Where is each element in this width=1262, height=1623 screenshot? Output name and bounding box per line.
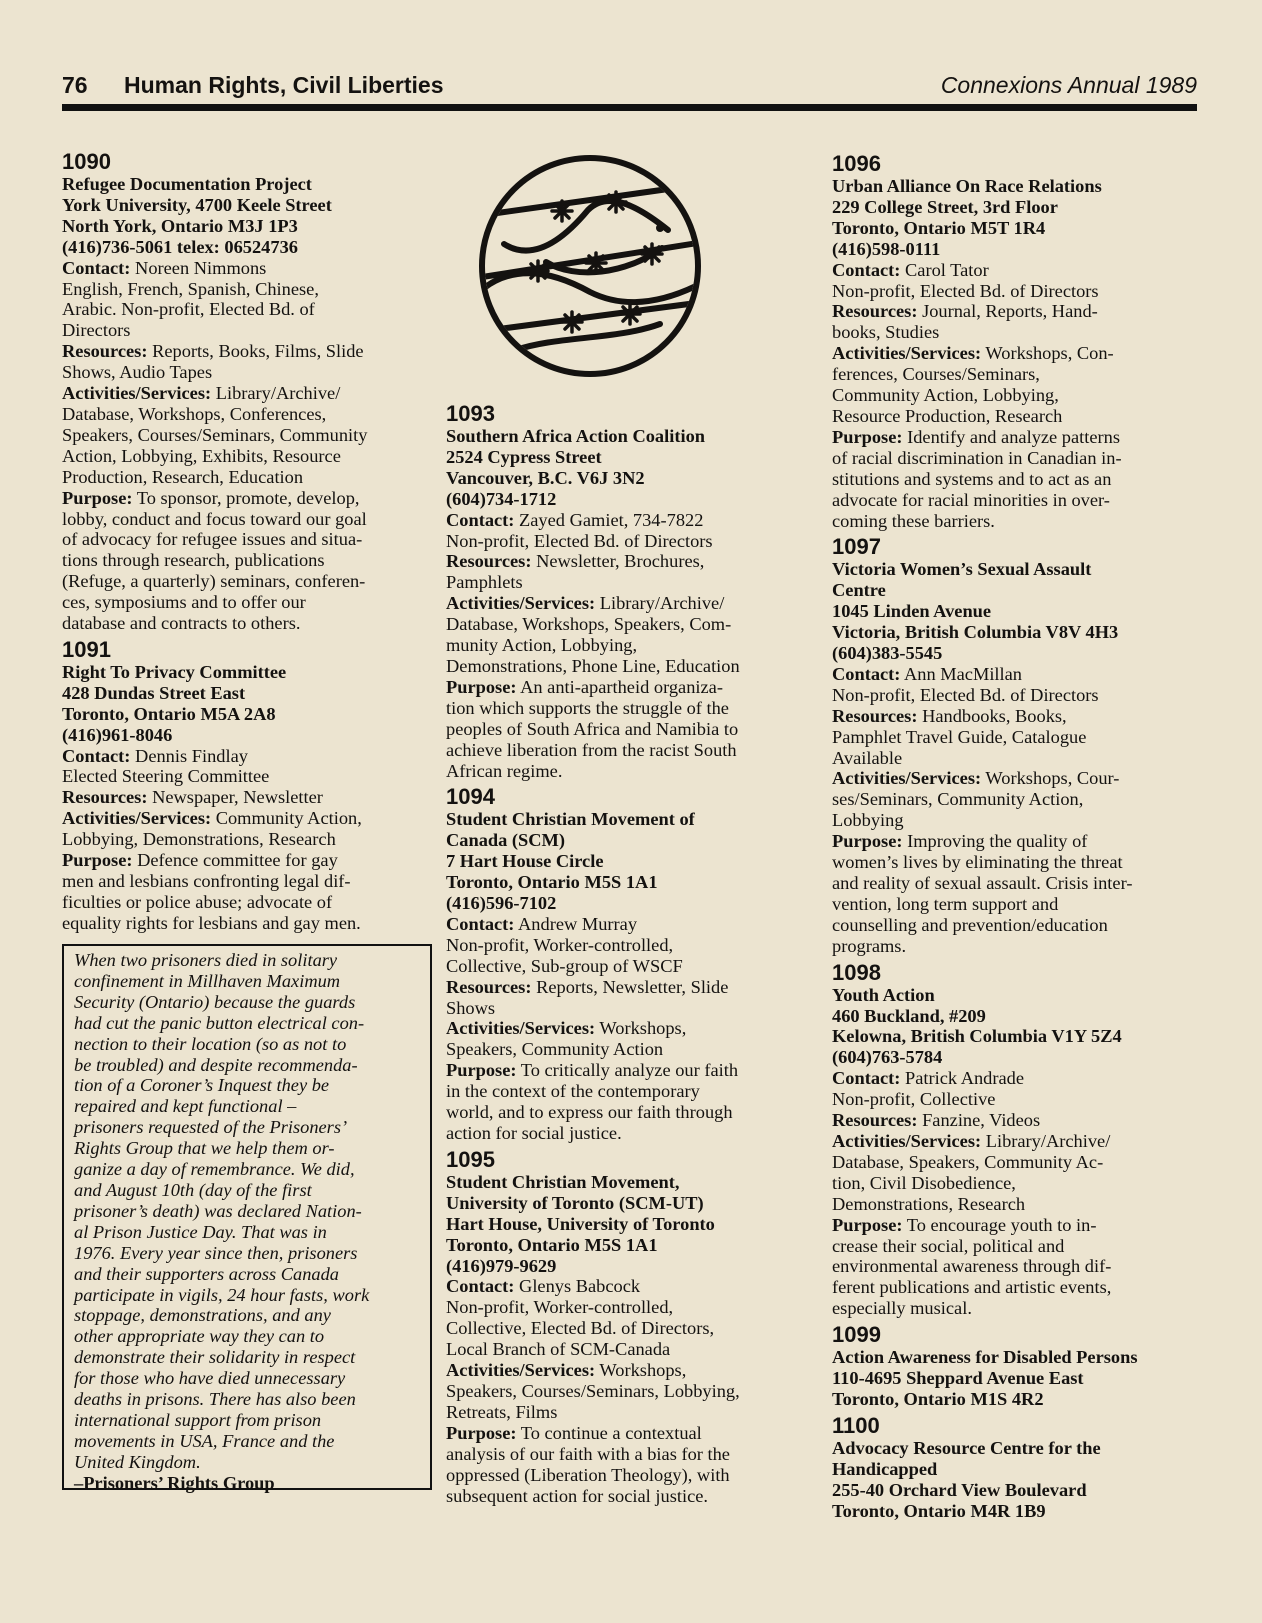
page-number: 76 xyxy=(62,72,88,98)
purpose-value: Improving the quality of xyxy=(902,831,1088,852)
purpose-line xyxy=(62,488,424,509)
activities-line: ses/Seminars, Community Action, xyxy=(832,789,1084,810)
sidebar-line: be troubled) and despite recommenda- xyxy=(74,1054,358,1075)
sidebar-line: stoppage, demonstrations, and any xyxy=(74,1305,331,1326)
activities-line: ferences, Courses/Seminars, xyxy=(832,364,1040,385)
resources-line: books, Studies xyxy=(832,322,940,343)
contact-label: Contact: xyxy=(446,913,515,934)
activities-label: Activities/Services: xyxy=(62,808,212,829)
entry-1093 xyxy=(446,402,808,781)
contact-value: Dennis Findlay xyxy=(130,745,248,766)
activities-line xyxy=(832,1131,1198,1152)
activities-value: Community Action, xyxy=(211,808,362,829)
org-name: Right To Privacy Committee xyxy=(62,661,287,682)
info-line: Directors xyxy=(62,320,131,341)
activities-line: Database, Workshops, Conferences, xyxy=(62,403,327,424)
sidebar-line: for those who have died unnecessary xyxy=(74,1368,346,1389)
purpose-line: of racial discrimination in Canadian in- xyxy=(832,447,1122,468)
info-line: Non-profit, Worker-controlled, xyxy=(446,934,674,955)
resources-line: Available xyxy=(832,747,903,768)
info-line: Elected Steering Committee xyxy=(62,766,270,787)
activities-label: Activities/Services: xyxy=(62,383,212,404)
entry-1090 xyxy=(62,150,424,634)
resources-label: Resources: xyxy=(62,787,148,808)
resources-label: Resources: xyxy=(446,551,532,572)
address-line: Hart House, University of Toronto xyxy=(446,1213,715,1234)
purpose-line: ces, symposiums and to offer our xyxy=(62,592,306,613)
purpose-line: and reality of sexual assault. Crisis inter- xyxy=(832,873,1133,893)
purpose-label: Purpose: xyxy=(446,1422,517,1443)
entry-number: 1098 xyxy=(832,959,881,985)
activities-line: Retreats, Films xyxy=(446,1401,558,1422)
contact-label: Contact: xyxy=(446,1276,515,1297)
purpose-line: vention, long term support and xyxy=(832,893,1059,914)
address-line: York University, 4700 Keele Street xyxy=(62,194,332,215)
address-line: Toronto, Ontario M5A 2A8 xyxy=(62,703,276,724)
resources-value: Reports, Books, Films, Slide xyxy=(147,341,364,362)
purpose-line: tion which supports the struggle of the xyxy=(446,697,729,718)
info-line: Non-profit, Elected Bd. of Directors xyxy=(446,530,713,551)
entry-number: 1094 xyxy=(446,784,495,810)
address-line: 229 College Street, 3rd Floor xyxy=(832,196,1058,217)
resources-value: Newsletter, Brochures, xyxy=(531,551,705,572)
purpose-line: ferent publications and artistic events, xyxy=(832,1277,1112,1298)
purpose-line: ficulties or police abuse; advocate of xyxy=(62,891,333,912)
purpose-line: women’s lives by eliminating the threat xyxy=(832,852,1123,873)
purpose-line: tions through research, publications xyxy=(62,550,325,571)
purpose-line: stitutions and systems and to act as an xyxy=(832,468,1112,489)
entry-number: 1096 xyxy=(832,151,881,176)
sidebar-line: confinement in Millhaven Maximum xyxy=(74,970,341,991)
contact-line xyxy=(446,510,808,531)
org-name: Action Awareness for Disabled Persons xyxy=(832,1347,1138,1368)
address-line: Kelowna, British Columbia V1Y 5Z4 xyxy=(832,1026,1122,1047)
entry-1091 xyxy=(62,638,424,934)
address-line: 2524 Cypress Street xyxy=(446,446,602,467)
purpose-line xyxy=(446,1423,808,1444)
info-line: Arabic. Non-profit, Elected Bd. of xyxy=(62,299,315,320)
phone: (604)734-1712 xyxy=(446,488,557,509)
sidebar-line: had cut the panic button electrical con- xyxy=(74,1012,365,1033)
phone: (416)736-5061 telex: 06524736 xyxy=(62,236,298,257)
column-right xyxy=(832,148,1198,1523)
purpose-line: environmental awareness through dif- xyxy=(832,1256,1112,1277)
sidebar-line: Security (Ontario) because the guards xyxy=(74,991,356,1012)
resources-line: Shows xyxy=(446,997,496,1018)
activities-label: Activities/Services: xyxy=(446,1360,596,1381)
activities-line: Production, Research, Education xyxy=(62,466,304,487)
org-name: University of Toronto (SCM-UT) xyxy=(446,1192,704,1213)
activities-line: Speakers, Community Action xyxy=(446,1039,664,1060)
activities-line xyxy=(62,808,424,829)
contact-value: Zayed Gamiet, 734-7822 xyxy=(514,509,704,530)
address-line: 428 Dundas Street East xyxy=(62,682,246,703)
column-middle xyxy=(446,398,808,1508)
sidebar-line: prisoner’s death) was declared Nation- xyxy=(74,1200,362,1221)
resources-line xyxy=(446,551,808,572)
entry-number: 1091 xyxy=(62,636,111,662)
purpose-label: Purpose: xyxy=(446,676,517,697)
info-line: Non-profit, Elected Bd. of Directors xyxy=(832,684,1099,705)
contact-label: Contact: xyxy=(832,259,901,280)
resources-label: Resources: xyxy=(832,705,918,726)
purpose-line: (Refuge, a quarterly) seminars, conferen- xyxy=(62,571,366,592)
activities-line: Demonstrations, Research xyxy=(832,1193,1026,1214)
sidebar-line: When two prisoners died in solitary xyxy=(74,950,338,970)
activities-line: Speakers, Courses/Seminars, Community xyxy=(62,424,368,445)
activities-line: Speakers, Courses/Seminars, Lobbying, xyxy=(446,1380,740,1401)
sidebar-line: demonstrate their solidarity in respect xyxy=(74,1347,356,1368)
resources-line: Pamphlets xyxy=(446,572,523,593)
address-line: 7 Hart House Circle xyxy=(446,851,604,872)
activities-line: Lobbying xyxy=(832,810,904,831)
purpose-value: To critically analyze our faith xyxy=(516,1060,739,1081)
address-line: Toronto, Ontario M4R 1B9 xyxy=(832,1500,1046,1521)
activities-line xyxy=(446,1018,808,1039)
activities-line: tion, Civil Disobedience, xyxy=(832,1172,1016,1193)
purpose-line: subsequent action for social justice. xyxy=(446,1485,708,1506)
contact-label: Contact: xyxy=(446,509,515,530)
activities-value: Workshops, Con- xyxy=(981,343,1114,364)
activities-value: Library/Archive/ xyxy=(211,383,341,404)
contact-value: Andrew Murray xyxy=(514,913,638,934)
resources-line xyxy=(62,341,424,362)
activities-value: Library/Archive/ xyxy=(595,593,725,614)
purpose-line xyxy=(446,677,808,698)
purpose-line: equality rights for lesbians and gay men. xyxy=(62,912,361,933)
sidebar-line: prisoners requested of the Prisoners’ xyxy=(74,1117,348,1138)
activities-line: Database, Workshops, Speakers, Com- xyxy=(446,614,732,635)
address-line: Toronto, Ontario M5S 1A1 xyxy=(446,872,658,893)
org-name: Advocacy Resource Centre for the xyxy=(832,1437,1101,1458)
resources-value: Fanzine, Videos xyxy=(917,1110,1041,1131)
entry-1098 xyxy=(832,961,1198,1320)
activities-line xyxy=(446,1360,808,1381)
resources-line: Shows, Audio Tapes xyxy=(62,362,213,383)
entry-number: 1099 xyxy=(832,1322,881,1348)
activities-line: Lobbying, Demonstrations, Research xyxy=(62,829,336,850)
activities-line xyxy=(832,768,1198,789)
activities-line: Action, Lobbying, Exhibits, Resource xyxy=(62,445,341,466)
activities-line: Community Action, Lobbying, xyxy=(832,385,1059,406)
purpose-label: Purpose: xyxy=(832,831,903,852)
contact-value: Carol Tator xyxy=(900,259,989,280)
resources-line xyxy=(832,301,1198,322)
contact-value: Noreen Nimmons xyxy=(130,257,267,278)
resources-value: Handbooks, Books, xyxy=(917,705,1067,726)
phone: (416)979-9629 xyxy=(446,1255,557,1276)
purpose-line xyxy=(446,1060,808,1081)
contact-line xyxy=(832,260,1198,281)
contact-line xyxy=(446,914,808,935)
address-line: Toronto, Ontario M5T 1R4 xyxy=(832,217,1046,238)
info-line: Collective, Sub-group of WSCF xyxy=(446,955,683,976)
info-line: Collective, Elected Bd. of Directors, xyxy=(446,1318,715,1339)
activities-line xyxy=(62,383,424,404)
publication-title: Connexions Annual 1989 xyxy=(940,72,1197,98)
resources-label: Resources: xyxy=(62,341,148,362)
org-name: Refugee Documentation Project xyxy=(62,174,312,194)
address-line: North York, Ontario M3J 1P3 xyxy=(62,215,298,236)
resources-value: Journal, Reports, Hand- xyxy=(917,301,1098,322)
sidebar-line: and August 10th (day of the first xyxy=(74,1179,312,1200)
purpose-line: men and lesbians confronting legal dif- xyxy=(62,871,351,891)
contact-value: Patrick Andrade xyxy=(900,1068,1025,1089)
resources-value: Reports, Newsletter, Slide xyxy=(531,976,729,997)
purpose-label: Purpose: xyxy=(446,1060,517,1081)
entry-1097 xyxy=(832,535,1198,956)
phone: (604)763-5784 xyxy=(832,1047,943,1068)
entry-number: 1093 xyxy=(446,401,495,426)
activities-line: Demonstrations, Phone Line, Education xyxy=(446,655,740,676)
info-line: Non-profit, Collective xyxy=(832,1089,996,1110)
purpose-line: lobby, conduct and focus toward our goal xyxy=(62,508,367,529)
entry-number: 1100 xyxy=(832,1412,880,1438)
phone: (416)596-7102 xyxy=(446,893,557,914)
activities-value: Library/Archive/ xyxy=(981,1130,1111,1151)
resources-label: Resources: xyxy=(832,301,918,322)
purpose-value: To sponsor, promote, develop, xyxy=(132,487,360,508)
purpose-line xyxy=(832,1215,1198,1236)
org-name: Urban Alliance On Race Relations xyxy=(832,176,1102,196)
contact-label: Contact: xyxy=(832,1068,901,1089)
column-left xyxy=(62,146,424,936)
info-line: Non-profit, Worker-controlled, xyxy=(446,1297,674,1318)
purpose-line: world, and to express our faith through xyxy=(446,1102,733,1123)
activities-value: Workshops, xyxy=(595,1018,687,1039)
contact-line xyxy=(62,746,424,767)
address-line: 1045 Linden Avenue xyxy=(832,601,992,622)
dove-barbed-wire-icon xyxy=(476,152,704,380)
activities-line: munity Action, Lobbying, xyxy=(446,635,638,656)
resources-line xyxy=(62,787,424,808)
activities-label: Activities/Services: xyxy=(446,593,596,614)
activities-label: Activities/Services: xyxy=(832,1130,982,1151)
resources-line: Pamphlet Travel Guide, Catalogue xyxy=(832,726,1087,747)
sidebar-line: participate in vigils, 24 hour fasts, work xyxy=(74,1284,370,1305)
purpose-line: database and contracts to others. xyxy=(62,613,301,634)
purpose-line: analysis of our faith with a bias for the xyxy=(446,1443,730,1464)
sidebar-line: nection to their location (so as not to xyxy=(74,1033,347,1054)
sidebar-line: other appropriate way they can to xyxy=(74,1326,325,1347)
sidebar-line: international support from prison xyxy=(74,1409,322,1430)
org-name: Centre xyxy=(832,580,886,601)
org-name: Student Christian Movement, xyxy=(446,1171,680,1192)
purpose-label: Purpose: xyxy=(832,426,903,447)
purpose-line: counselling and prevention/education xyxy=(832,914,1108,935)
purpose-line xyxy=(832,831,1198,852)
entry-1096 xyxy=(832,152,1198,531)
page-header xyxy=(62,66,1197,106)
info-line: Non-profit, Elected Bd. of Directors xyxy=(832,280,1099,301)
purpose-label: Purpose: xyxy=(832,1214,903,1235)
section-title: Human Rights, Civil Liberties xyxy=(124,72,444,98)
resources-label: Resources: xyxy=(832,1110,918,1131)
org-name: Victoria Women’s Sexual Assault xyxy=(832,559,1092,580)
resources-line xyxy=(832,706,1198,727)
resources-line xyxy=(446,977,808,998)
contact-value: Ann MacMillan xyxy=(900,663,1023,684)
purpose-value: Identify and analyze patterns xyxy=(902,426,1121,447)
activities-label: Activities/Services: xyxy=(446,1018,596,1039)
activities-value: Workshops, xyxy=(595,1360,687,1381)
address-line: 460 Buckland, #209 xyxy=(832,1005,986,1026)
sidebar-line: ganize a day of remembrance. We did, xyxy=(74,1159,355,1180)
contact-label: Contact: xyxy=(62,745,131,766)
purpose-line: achieve liberation from the racist South xyxy=(446,739,737,760)
purpose-line xyxy=(62,850,424,871)
purpose-value: An anti-apartheid organiza- xyxy=(516,676,723,697)
address-line: 255-40 Orchard View Boulevard xyxy=(832,1479,1087,1500)
purpose-line: crease their social, political and xyxy=(832,1235,1065,1256)
org-name: Canada (SCM) xyxy=(446,830,566,851)
purpose-line: of advocacy for refugee issues and situa- xyxy=(62,529,363,550)
purpose-value: To continue a contextual xyxy=(516,1422,702,1443)
purpose-label: Purpose: xyxy=(62,487,133,508)
purpose-line: African regime. xyxy=(446,760,563,781)
org-name: Handicapped xyxy=(832,1458,938,1479)
sidebar-line: United Kingdom. xyxy=(74,1451,201,1472)
sidebar-line: deaths in prisons. There has also been xyxy=(74,1389,356,1410)
entry-number: 1097 xyxy=(832,534,881,560)
prisoners-rights-sidebar xyxy=(62,944,432,1493)
contact-line xyxy=(832,1068,1198,1089)
activities-label: Activities/Services: xyxy=(832,343,982,364)
purpose-label: Purpose: xyxy=(62,850,133,871)
purpose-line xyxy=(832,427,1198,448)
activities-line xyxy=(832,343,1198,364)
purpose-line: action for social justice. xyxy=(446,1123,622,1143)
activities-label: Activities/Services: xyxy=(832,768,982,789)
entry-1100 xyxy=(832,1414,1198,1522)
entry-1099 xyxy=(832,1323,1198,1410)
sidebar-line: Rights Group that we help them or- xyxy=(74,1138,335,1159)
purpose-line: coming these barriers. xyxy=(832,510,995,531)
contact-value: Glenys Babcock xyxy=(514,1276,641,1297)
address-line: Victoria, British Columbia V8V 4H3 xyxy=(832,622,1119,643)
activities-line: Database, Speakers, Community Ac- xyxy=(832,1151,1104,1172)
activities-line: Resource Production, Research xyxy=(832,405,1063,426)
address-line: Vancouver, B.C. V6J 3N2 xyxy=(446,467,645,488)
contact-line xyxy=(832,664,1198,685)
resources-label: Resources: xyxy=(446,976,532,997)
header-rule xyxy=(62,104,1197,111)
org-name: Southern Africa Action Coalition xyxy=(446,426,706,446)
org-name: Student Christian Movement of xyxy=(446,809,695,830)
address-line: Toronto, Ontario M1S 4R2 xyxy=(832,1388,1044,1409)
resources-line xyxy=(832,1110,1198,1131)
sidebar-line: movements in USA, France and the xyxy=(74,1430,335,1451)
entry-number: 1095 xyxy=(446,1146,495,1172)
purpose-value: To encourage youth to in- xyxy=(902,1214,1097,1235)
sidebar-line: al Prison Justice Day. That was in xyxy=(74,1221,327,1242)
purpose-line: advocate for racial minorities in over- xyxy=(832,489,1110,510)
sidebar-line: tion of a Coroner’s Inquest they be xyxy=(74,1075,330,1096)
contact-label: Contact: xyxy=(832,663,901,684)
purpose-line: programs. xyxy=(832,935,907,956)
resources-value: Newspaper, Newsletter xyxy=(147,787,323,808)
purpose-line: peoples of South Africa and Namibia to xyxy=(446,718,739,739)
sidebar-line: 1976. Every year since then, prisoners xyxy=(74,1242,358,1263)
purpose-line: oppressed (Liberation Theology), with xyxy=(446,1464,730,1485)
entry-1095 xyxy=(446,1148,808,1507)
phone: (416)598-0111 xyxy=(832,238,941,259)
purpose-value: Defence committee for gay xyxy=(132,850,338,871)
address-line: Toronto, Ontario M5S 1A1 xyxy=(446,1234,658,1255)
contact-line xyxy=(62,258,424,279)
contact-line xyxy=(446,1276,808,1297)
sidebar-line: repaired and kept functional – xyxy=(74,1096,297,1117)
org-name: Youth Action xyxy=(832,984,935,1005)
info-line: Local Branch of SCM-Canada xyxy=(446,1339,671,1360)
address-line: 110-4695 Sheppard Avenue East xyxy=(832,1368,1084,1389)
purpose-line: especially musical. xyxy=(832,1298,972,1319)
sidebar-line: and their supporters across Canada xyxy=(74,1263,339,1284)
activities-line xyxy=(446,593,808,614)
purpose-line: in the context of the contemporary xyxy=(446,1081,700,1102)
info-line: English, French, Spanish, Chinese, xyxy=(62,278,319,299)
phone: (604)383-5545 xyxy=(832,643,943,664)
entry-1094 xyxy=(446,785,808,1144)
activities-value: Workshops, Cour- xyxy=(981,768,1120,789)
contact-label: Contact: xyxy=(62,257,131,278)
entry-number: 1090 xyxy=(62,149,111,174)
phone: (416)961-8046 xyxy=(62,724,173,745)
sidebar-attribution: –Prisoners’ Rights Group xyxy=(74,1472,275,1493)
